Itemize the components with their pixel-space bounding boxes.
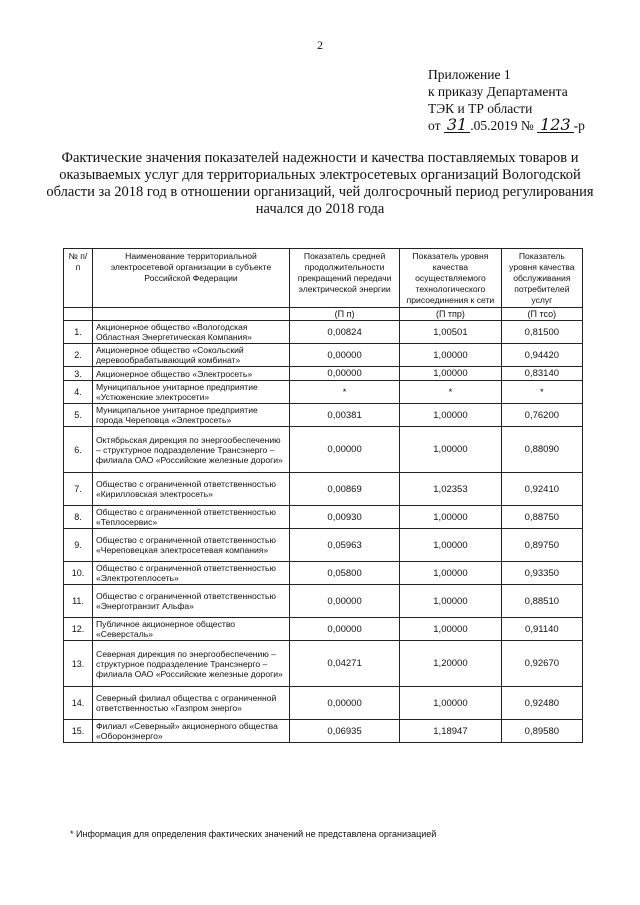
row-value-col2: 1,00000	[400, 427, 502, 473]
row-value-col1: 0,00000	[290, 344, 400, 367]
row-value-col2: 1,00000	[400, 404, 502, 427]
table-row	[64, 562, 583, 585]
header-col1: Показатель средней продолжительности прекращений передачи электрической энергии	[290, 249, 400, 308]
row-value-col3: 0,92410	[501, 473, 582, 506]
row-value-col3: 0,89580	[501, 720, 582, 743]
table-row	[64, 473, 583, 506]
row-org-name: Общество с ограниченной ответственностью «Энерготранзит Альфа»	[93, 585, 290, 618]
row-value-col3: 0,88750	[501, 506, 582, 529]
row-num: 6.	[64, 427, 93, 473]
row-value-col3: 0,89750	[501, 529, 582, 562]
appendix-line1: Приложение 1	[428, 67, 511, 82]
table-row	[64, 529, 583, 562]
row-num: 5.	[64, 404, 93, 427]
indicators-table	[63, 248, 583, 743]
row-value-col3: 0,83140	[501, 367, 582, 381]
handwritten-day: 31	[444, 117, 470, 133]
row-num: 4.	[64, 381, 93, 404]
date-prefix: от	[428, 118, 441, 133]
appendix-date-line	[428, 117, 585, 134]
row-value-col1: 0,00000	[290, 585, 400, 618]
row-value-col2: 1,02353	[400, 473, 502, 506]
date-suffix: -р	[573, 118, 585, 133]
table-row	[64, 641, 583, 687]
table-row	[64, 618, 583, 641]
row-value-col2: 1,00000	[400, 618, 502, 641]
page-number: 2	[317, 38, 323, 52]
symbol-col3: (П тсо)	[501, 308, 582, 321]
handwritten-number: 123	[537, 117, 574, 133]
symbol-col2: (П тпр)	[400, 308, 502, 321]
row-value-col3: *	[501, 381, 582, 404]
table-row	[64, 585, 583, 618]
header-name: Наименование территориальной электросетевой организации в субъекте Российской Федерации	[93, 249, 290, 308]
row-num: 14.	[64, 687, 93, 720]
symbol-empty	[64, 308, 93, 321]
appendix-header	[428, 66, 585, 134]
row-value-col3: 0,93350	[501, 562, 582, 585]
row-value-col2: 1,00000	[400, 687, 502, 720]
table-row	[64, 506, 583, 529]
row-num: 11.	[64, 585, 93, 618]
appendix-line2: к приказу Департамента	[428, 84, 568, 99]
row-org-name: Акционерное общество «Электросеть»	[93, 367, 290, 381]
table-row	[64, 344, 583, 367]
row-org-name: Северная дирекция по энергообеспечению – структурное подразделение Трансэнерго – филиала ОАО «Российские железные дороги»	[93, 641, 290, 687]
row-value-col3: 0,88510	[501, 585, 582, 618]
row-num: 1.	[64, 321, 93, 344]
row-value-col3: 0,81500	[501, 321, 582, 344]
row-num: 8.	[64, 506, 93, 529]
header-col2: Показатель уровня качества осуществляемого технологического присоединения к сети	[400, 249, 502, 308]
row-value-col3: 0,92670	[501, 641, 582, 687]
table-symbol-row	[64, 308, 583, 321]
row-org-name: Публичное акционерное общество «Северсталь»	[93, 618, 290, 641]
row-num: 13.	[64, 641, 93, 687]
appendix-line3: ТЭК и ТР области	[428, 101, 533, 116]
symbol-empty	[93, 308, 290, 321]
row-num: 7.	[64, 473, 93, 506]
table-row	[64, 427, 583, 473]
symbol-col1: (П п)	[290, 308, 400, 321]
row-org-name: Муниципальное унитарное предприятие города Череповца «Электросеть»	[93, 404, 290, 427]
row-value-col2: *	[400, 381, 502, 404]
row-num: 15.	[64, 720, 93, 743]
header-num: № п/п	[64, 249, 93, 308]
row-value-col1: 0,00000	[290, 367, 400, 381]
footnote: * Информация для определения фактических значений не представлена организацией	[70, 829, 437, 839]
row-value-col1: 0,00824	[290, 321, 400, 344]
row-org-name: Акционерное общество «Сокольский деревообрабатывающий комбинат»	[93, 344, 290, 367]
table-row	[64, 687, 583, 720]
row-value-col1: 0,00000	[290, 618, 400, 641]
table-row	[64, 367, 583, 381]
row-org-name: Акционерное общество «Вологодская Областная Энергетическая Компания»	[93, 321, 290, 344]
row-num: 9.	[64, 529, 93, 562]
row-org-name: Филиал «Северный» акционерного общества «Оборонэнерго»	[93, 720, 290, 743]
row-value-col2: 1,00000	[400, 585, 502, 618]
row-value-col2: 1,00000	[400, 344, 502, 367]
row-value-col1: 0,04271	[290, 641, 400, 687]
row-value-col2: 1,00501	[400, 321, 502, 344]
row-num: 12.	[64, 618, 93, 641]
table-row	[64, 720, 583, 743]
row-num: 2.	[64, 344, 93, 367]
row-value-col1: 0,00869	[290, 473, 400, 506]
table-header-row	[64, 249, 583, 308]
row-value-col3: 0,94420	[501, 344, 582, 367]
table-row	[64, 404, 583, 427]
row-org-name: Общество с ограниченной ответственностью «Череповецкая электросетевая компания»	[93, 529, 290, 562]
row-value-col1: *	[290, 381, 400, 404]
row-value-col1: 0,00000	[290, 687, 400, 720]
row-num: 3.	[64, 367, 93, 381]
row-value-col1: 0,05800	[290, 562, 400, 585]
row-value-col2: 1,00000	[400, 529, 502, 562]
row-value-col2: 1,20000	[400, 641, 502, 687]
table-row	[64, 381, 583, 404]
row-org-name: Октябрьская дирекция по энергообеспечению – структурное подразделение Трансэнерго – филиала ОАО «Российские железные дороги»	[93, 427, 290, 473]
row-value-col3: 0,88090	[501, 427, 582, 473]
row-value-col2: 1,00000	[400, 506, 502, 529]
row-num: 10.	[64, 562, 93, 585]
row-value-col1: 0,00000	[290, 427, 400, 473]
row-org-name: Общество с ограниченной ответственностью «Электротеплосеть»	[93, 562, 290, 585]
row-value-col2: 1,00000	[400, 367, 502, 381]
date-middle: .05.2019 №	[470, 118, 534, 133]
header-col3: Показатель уровня качества обслуживания потребителей услуг	[501, 249, 582, 308]
row-org-name: Общество с ограниченной ответственностью «Кирилловская электросеть»	[93, 473, 290, 506]
row-value-col3: 0,91140	[501, 618, 582, 641]
row-org-name: Муниципальное унитарное предприятие «Устюженские электросети»	[93, 381, 290, 404]
row-value-col1: 0,05963	[290, 529, 400, 562]
row-value-col2: 1,18947	[400, 720, 502, 743]
row-org-name: Общество с ограниченной ответственностью «Теплосервис»	[93, 506, 290, 529]
row-value-col1: 0,00381	[290, 404, 400, 427]
row-value-col1: 0,06935	[290, 720, 400, 743]
document-title: Фактические значения показателей надежности и качества поставляемых товаров и оказываемых услуг для территориальных электросетевых организаций Вологодской области за 2018 год в отношении организаций, чей долгосрочный период регулирования начался до 2018 года	[46, 150, 594, 217]
row-org-name: Северный филиал общества с ограниченной ответственностью «Газпром энерго»	[93, 687, 290, 720]
row-value-col3: 0,76200	[501, 404, 582, 427]
table-row	[64, 321, 583, 344]
row-value-col1: 0,00930	[290, 506, 400, 529]
row-value-col2: 1,00000	[400, 562, 502, 585]
row-value-col3: 0,92480	[501, 687, 582, 720]
